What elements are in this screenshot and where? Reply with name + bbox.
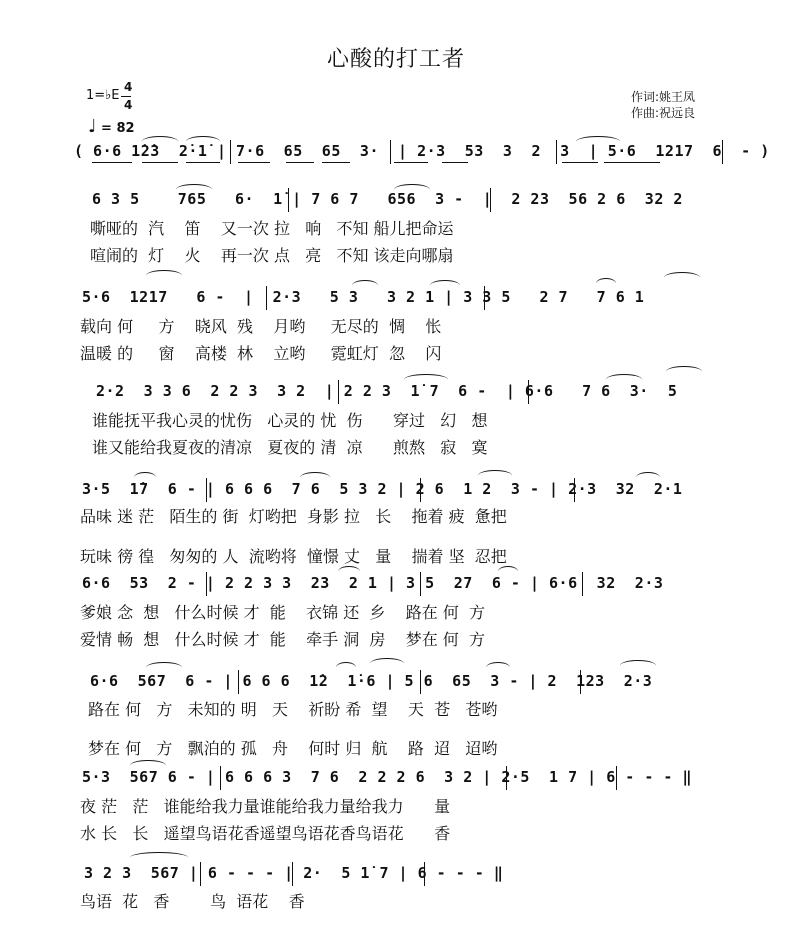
slur [130, 760, 166, 771]
time-signature-top: 4 [124, 80, 133, 94]
slur [146, 662, 182, 673]
slur [300, 472, 330, 483]
slur [576, 136, 620, 147]
score-line-6-lyrics-1: 爹娘 念 想 什么时候 才 能 衣锦 还 乡 路在 何 方 [80, 603, 485, 622]
score-line-5-notes: 3·5 1̇7 6 - | 6 6 6 7 6 5 3 2 | 2 6 1 2 3 - | 2·3 32 2·1 [82, 480, 683, 498]
slur [338, 566, 360, 577]
slur [620, 660, 656, 671]
slur [394, 184, 430, 195]
slur [142, 136, 178, 147]
time-signature-bottom: 4 [124, 98, 133, 112]
score-line-2-lyrics-2: 喧闹的 灯 火 再一次 点 亮 不知 该走向哪扇 [90, 246, 454, 265]
slur [370, 658, 404, 669]
slur [596, 278, 616, 289]
slur [134, 472, 156, 483]
score-line-4-notes: 2·2 3 3 6 2 2 3 3 2 | 2 2 3 1̇ 7 6 - | 6·6 7 6 3· 5 [96, 382, 678, 400]
score-line-2-lyrics-1: 嘶哑的 汽 笛 又一次 拉 响 不知 船儿把命运 [90, 219, 454, 238]
score-line-8-notes: 5·3 567 6 - | 6 6 6 3 7 6 2 2 2 6 3 2 | 2·5 1 7 | 6 - - - ‖ [82, 768, 692, 786]
time-signature-divider [121, 96, 131, 97]
slur [176, 184, 212, 195]
slur [130, 852, 188, 863]
slur [336, 662, 356, 673]
score-line-7-notes: 6·6 567 6 - | 6 6 6 1̇2 1̇·6 | 5 6 65 3 - | 2 123 2·3 [90, 672, 653, 690]
score-line-4-lyrics-1: 谁能抚平我心灵的忧伤 心灵的 忧 伤 穿过 幻 想 [92, 411, 488, 430]
score-line-2-notes: 6 3 5 765 6· 1̇ | 7 6 7 656 3 - | 2 23 56 2 6 32 2 [92, 190, 683, 208]
slur [186, 136, 220, 147]
score-line-6-notes: 6·6 53 2 - | 2 2 3 3 23 2 1 | 3 5 27 6 - | 6·6 32 2·3 [82, 574, 664, 592]
quarter-note-icon: ♩ [88, 116, 97, 137]
slur [606, 374, 642, 385]
score-line-3-notes: 5·6 1217 6 - | 2·3 5 3 3 2 1 | 3 3 5 2 7 7 6 1 [82, 288, 645, 306]
key-signature: 1=♭E [86, 88, 120, 103]
score-line-5-lyrics-2: 玩味 徬 徨 匆匆的 人 流哟将 憧憬 丈 量 揣着 坚 忍把 [80, 547, 507, 566]
score-line-7-lyrics-2: 梦在 何 方 飘泊的 孤 舟 何时 归 航 路 迢 迢哟 [88, 739, 498, 758]
slur [666, 366, 702, 377]
score-line-6-lyrics-2: 爱情 畅 想 什么时候 才 能 牵手 洞 房 梦在 何 方 [80, 630, 485, 649]
score-line-7-lyrics-1: 路在 何 方 未知的 明 天 祈盼 希 望 天 苍 苍哟 [88, 700, 498, 719]
score-line-9-lyrics-1: 鸟语 花 香 鸟 语花 香 [80, 892, 305, 911]
slur [430, 280, 460, 291]
tempo-marking [88, 116, 135, 137]
slur [352, 280, 378, 291]
song-title: 心酸的打工者 [326, 47, 465, 72]
slur [664, 272, 700, 283]
score-line-5-lyrics-1: 品味 迷 茫 陌生的 街 灯哟把 身影 拉 长 拖着 疲 惫把 [80, 507, 507, 526]
lyricist-credit: 作词:姚王凤 [631, 90, 696, 104]
slur [486, 662, 510, 673]
score-line-8-lyrics-2: 水 长 长 遥望鸟语花香遥望鸟语花香鸟语花 香 [80, 824, 451, 843]
slur [404, 374, 448, 385]
score-line-3-lyrics-2: 温暖 的 窗 高楼 林 立哟 霓虹灯 忽 闪 [80, 344, 442, 363]
slur [498, 566, 518, 577]
slur [146, 270, 182, 281]
tempo-value: = 82 [101, 121, 135, 136]
score-line-4-lyrics-2: 谁又能给我夏夜的清凉 夏夜的 清 凉 煎熬 寂 寞 [92, 438, 488, 457]
slur [636, 472, 660, 483]
score-line-8-lyrics-1: 夜 茫 茫 谁能给我力量谁能给我力量给我力 量 [80, 797, 451, 816]
score-line-3-lyrics-1: 载向 何 方 晓风 残 月哟 无尽的 惆 怅 [80, 317, 442, 336]
slur [478, 470, 512, 481]
composer-credit: 作曲:祝远良 [631, 106, 696, 120]
score-line-9-notes: 3 2 3 567 | 6 - - - | 2· 5 1̇ 7 | 6 - - - ‖ [84, 864, 504, 882]
score-line-1-notes: ( 6·6 1̇2̇3 2̇·1̇ | 7·6 65 65 3· | 2·3 53 3 2 3 | 5·6 1217 6 - ) [74, 142, 770, 160]
